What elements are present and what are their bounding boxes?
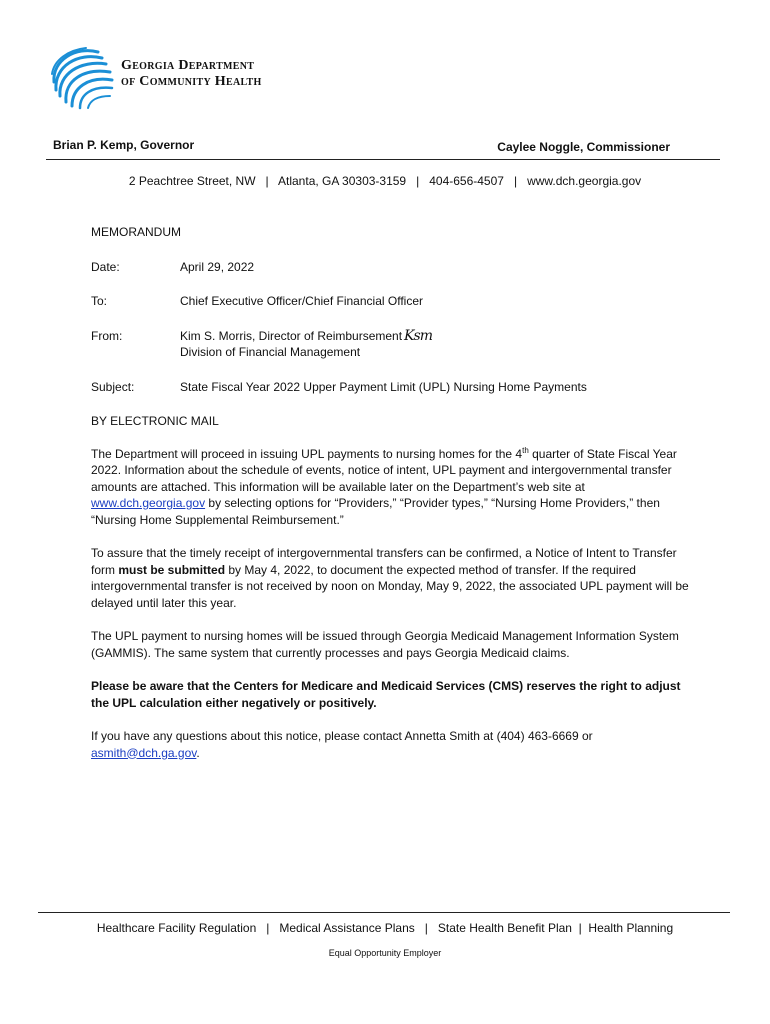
- p1-text-b: quarter of State Fiscal Year 2022. Information about the schedule of events, notice of intent, UPL payment and intergovernmental transfer amounts are attached. This information will be available later on the Department’s web site at: [91, 446, 677, 494]
- memo-date-row: [91, 259, 699, 276]
- subject-value: State Fiscal Year 2022 Upper Payment Limit (UPL) Nursing Home Payments: [180, 379, 587, 394]
- p2-bold-text: must be submitted: [118, 562, 226, 577]
- dch-swirl-logo-icon: [46, 42, 118, 114]
- date-label: Date:: [91, 259, 120, 274]
- footer-divider: [38, 912, 730, 913]
- agency-address: 2 Peachtree Street, NW | Atlanta, GA 30303-3159 | 404-656-4507 | www.dch.georgia.gov: [128, 174, 642, 188]
- memo-body: [91, 224, 699, 778]
- organization-name-line2: of Community Health: [121, 74, 262, 89]
- memo-subject-row: [91, 379, 699, 396]
- agency-logo: [46, 42, 306, 114]
- paragraph-4-notice: Please be aware that the Centers for Medicare and Medicaid Services (CMS) reserves the right to adjust the UPL calculation either negatively or positively.: [91, 679, 681, 710]
- memo-from-row: [91, 328, 699, 361]
- dch-website-link[interactable]: www.dch.georgia.gov: [91, 496, 206, 510]
- delivery-method: BY ELECTRONIC MAIL: [91, 414, 219, 428]
- footer-divisions: Healthcare Facility Regulation | Medical Assistance Plans | State Health Benefit Plan | Health Planning: [96, 921, 674, 935]
- date-value: April 29, 2022: [180, 259, 255, 274]
- header-divider: [46, 159, 720, 160]
- paragraph-2: [91, 545, 699, 611]
- p1-text-c: by selecting options for “Providers,” “Provider types,” “Nursing Home Providers,” then “Nursing Home Supplemental Reimbursement.”: [91, 496, 660, 527]
- from-line1: [180, 328, 699, 345]
- footer-eoe: Equal Opportunity Employer: [328, 948, 442, 958]
- memo-to-row: [91, 293, 699, 310]
- p1-text-a: The Department will proceed in issuing UPL payments to nursing homes for the 4: [91, 446, 523, 461]
- from-name: Kim S. Morris, Director of Reimbursement: [180, 328, 403, 343]
- organization-name-line1: Georgia Department: [121, 58, 255, 73]
- paragraph-3: The UPL payment to nursing homes will be issued through Georgia Medicaid Management Information System (GAMMIS). The same system that currently processes and pays Georgia Medicaid claims.: [91, 629, 679, 660]
- contact-email-link[interactable]: asmith@dch.ga.gov: [91, 745, 197, 760]
- governor-name: Brian P. Kemp, Governor: [53, 138, 195, 152]
- p5-text-b: .: [196, 745, 200, 760]
- p1-superscript: th: [522, 445, 529, 455]
- p2-text-a: To assure that the timely receipt of intergovernmental transfers can be confirmed, a Notice of Intent to Transfer form: [91, 546, 677, 577]
- to-value: Chief Executive Officer/Chief Financial Officer: [180, 294, 423, 308]
- memo-heading: MEMORANDUM: [91, 225, 181, 239]
- from-line2: Division of Financial Management: [180, 345, 361, 359]
- commissioner-name: Caylee Noggle, Commissioner: [497, 140, 670, 154]
- initials-signature: Ksm: [404, 327, 432, 344]
- paragraph-1: [91, 446, 699, 529]
- to-label: To:: [91, 294, 108, 308]
- from-label: From:: [91, 328, 123, 343]
- subject-label: Subject:: [91, 379, 135, 394]
- organization-name: [121, 58, 262, 90]
- paragraph-5: [91, 728, 699, 761]
- p2-text-b: by May 4, 2022, to document the expected method of transfer. If the required intergovernmental transfer is not received by noon on Monday, May 9, 2022, the associated UPL payment will be delayed until later this year.: [91, 562, 689, 610]
- from-value: [180, 328, 699, 361]
- p5-text-a: If you have any questions about this notice, please contact Annetta Smith at (404) 463-6669 or: [91, 729, 593, 743]
